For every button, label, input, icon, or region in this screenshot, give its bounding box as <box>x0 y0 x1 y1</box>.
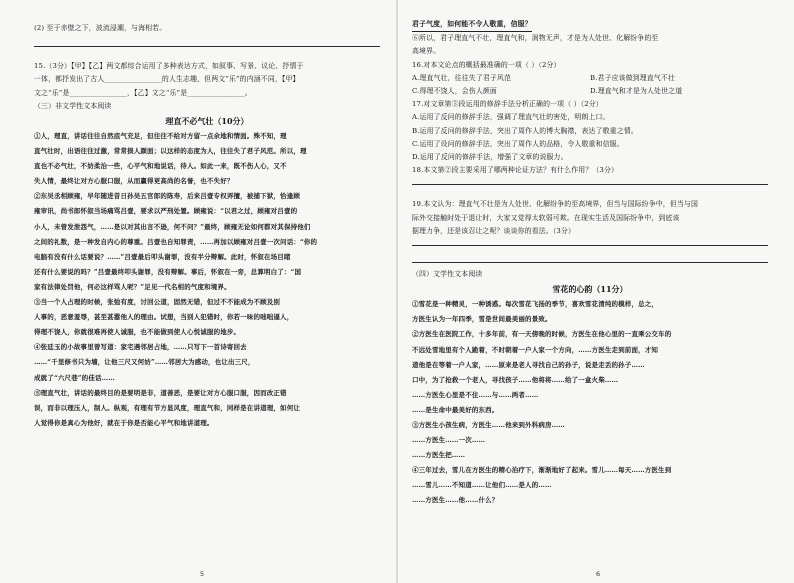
article-line: 人觉得你是真心为他好，就在于你是否能心平气和地讲道理。 <box>34 418 214 427</box>
page-number-left: 5 <box>200 570 205 578</box>
article-line: ……“千里修书只为墙，让他三尺又何妨”……邻居大为感动，也让出三尺， <box>34 358 255 367</box>
q18: 18.本文第②段主要采用了哪两种论证方法？有什么作用？（3分） <box>412 166 619 175</box>
article-line: 直也不必气壮，不妨柔治一些，心平气和地说话，待人。如此一来，既不伤人心，又不 <box>34 162 287 171</box>
q19-line-3: 据理力争，还是该忍让之呢？谈谈你的看法。（3分） <box>412 226 576 235</box>
article-line: 还有什么要说的吗？”吕壹最终叩头谢罪，没有辩解。事后，怀叙在一旁，总算明白了：“国 <box>34 267 302 276</box>
top-line: (2) 至于赤壁之下，波流浸潮，与海相若。 <box>34 24 167 32</box>
q17-option-b: B.运用了反问的修辞手法，突出了周作人的博大胸襟，表达了敬重之情。 <box>412 126 638 135</box>
q16-option-b: B.君子应该做到理直气不壮 <box>590 73 675 82</box>
q16-option-d: D.理直气和才是为人处世之道 <box>590 87 683 96</box>
page-divider <box>396 0 398 583</box>
q17-option-a: A.运用了反问的修辞手法，强调了理直气壮的害处，明朗上口。 <box>412 113 610 122</box>
story-line: ……方医生……一次…… <box>412 436 486 445</box>
article-line: ②东吴丞相顾雍，早年随进昔日孙吴五官郎的陈寿，后来吕壹专权弄擅，被捕下狱，恰逢顾 <box>34 192 300 201</box>
q16-options-row-2 <box>412 85 768 98</box>
story-line: ①雪花是一种精灵，一种诱惑。每次雪花飞扬的季节，喜欢雪花清纯的模样，总之， <box>412 300 659 309</box>
page-number-right: 6 <box>596 570 601 578</box>
q19-line-2: 际外交接触时处于退让时，大家又觉得太软弱可欺。在现实生活及国际纷争中，到底该 <box>412 213 680 222</box>
section-4-heading: （四）文学性文本阅读 <box>412 270 483 279</box>
article-line: 家有法律处罚他，何必这样骂人呢？”足见一代名相的气度和境界。 <box>34 282 231 291</box>
story-line: ②方医生在医院工作，十多年前，有一天傍晚的时候，方医生在他心里的一直乘公交车的 <box>412 330 672 339</box>
article-line: 小人，未曾发泄怨气，……是以对其出言不逊，何不问？”最终，顾雍无论如何都对其保持他们 <box>34 222 311 231</box>
story-line: ……雪儿……不知道……让他们……是人的…… <box>412 481 552 490</box>
article-line: ④张廷玉的小故事里曾写道：家宅遇邻居占地，……只写下一首诗寄回去 <box>34 343 247 352</box>
story-line: 方医生认为一年四季，雪是世间最美丽的景致。 <box>412 315 552 324</box>
story-body <box>412 297 768 508</box>
answer-rule <box>412 245 768 246</box>
q15-line-1: 15.（3分）【甲】【乙】两文都综合运用了多种表达方式，如叙事、写景、议论、抒情于 <box>34 62 304 71</box>
answer-rule <box>412 262 768 263</box>
article-line: ③当一个人占理的时候，张弛有度，讨回公道，固然无错，但过不不能成为不顾及别 <box>34 298 281 307</box>
article-line: 电脑有没有什么话要说？……”吕壹最后叩头谢罪，没有半分辩解。此时，怀叙在场目睹 <box>34 252 291 261</box>
left-page <box>34 22 380 431</box>
story-line: ③方医生小孩生病，方医生……他来到外科病房…… <box>412 421 565 429</box>
q15-line-2: 一体，都抒发出了古人________________的人生志趣，但两文“乐”的内涵不同，【甲】 <box>34 75 300 84</box>
article-line: 雍审讯，尚书郎怀叙当场痛骂吕壹，要求以严刑处置。顾雍说：“以君之过，顾雍对吕壹的 <box>34 207 298 216</box>
story-line: ……方医生心里是不住……与……两者…… <box>412 390 539 399</box>
article-line: 失人情，最终让对方心服口服，从而赢得更高尚的名誉，也不失好？ <box>34 177 234 186</box>
q16-options-row-1 <box>412 72 768 85</box>
right-page <box>412 18 768 509</box>
story-line: 不远处雪地里有个人跪着，不时朝着一户人家一个方向，……方医生走到前面，才知 <box>412 345 659 354</box>
story-line: ……是生命中最美好的东西。 <box>412 405 499 414</box>
top-line-right <box>412 18 768 32</box>
story-title: 雪花的心韵（11分） <box>552 284 628 295</box>
para6-line-2: 高境界。 <box>412 47 441 56</box>
q17-option-d: D.运用了反问的修辞手法，增强了文章的说服力。 <box>412 153 568 162</box>
q16-option-c: C.得理不饶人，会伤人颜面 <box>412 87 497 96</box>
story-line: 道他是在等着一户人家，……原来是老人寻找自己的孙子，说是走丢的孙子…… <box>412 360 645 369</box>
article-line: 得理不饶人，你就很难再使人诚服，也不能做到使人心悦诚服的地步。 <box>34 328 241 337</box>
article-line: ①人，理直，讲话往往自然底气充足，但往往不给对方留一点余地和情面。殊不知，理 <box>34 132 287 141</box>
article-line: 直气壮时，出语往往过激，常常损人颜面；以这样的态度为人，往往失了君子风范。所以，理 <box>34 147 307 156</box>
q17: 17.对文章第⑤段运用的修辞手法分析正确的一项（ ）（2分） <box>412 100 603 109</box>
article-title: 理直不必气壮（10分） <box>165 116 249 127</box>
story-line: 口中，为了抢救一个老人，寻找孩子……他将将……给了一盒火柴…… <box>412 375 619 384</box>
article-body <box>34 129 380 431</box>
story-line: ④三年过去，雪儿在方医生的精心治疗下，渐渐地好了起来。雪儿……每天……方医生到 <box>412 466 672 475</box>
article-line: 之间的礼数，是一种发自内心的尊重。吕壹也自知罪责，……再加以顾雍对吕壹一次问话：“你的 <box>34 237 318 246</box>
article-line: 人事的，恶意羞辱，甚至甚嚣他人的理由。试想，当别人犯错时，你若一味的咄咄逼人， <box>34 313 294 322</box>
answer-rule <box>34 46 380 47</box>
wavy-underlined-text: 君子气度，如何能不令人敬重，信服？ <box>412 18 532 32</box>
article-line: ⑤理直气壮，讲话的最终目的是要明是非，道善恶，是要让对方心服口服，因而改正错 <box>34 388 287 397</box>
article-line: 误，而非以理压人，制人。纵观，有理有节方显风度，理直气和，同样是在讲道理，如何让 <box>34 403 300 412</box>
article-line: 成就了“六尺巷”的佳话…… <box>34 373 115 382</box>
q19-line-1: 19.本文认为：理直气不壮是为人处世、化解纷争的至高境界，但当与国际纷争中，但当与国 <box>412 200 698 209</box>
story-line: ……方医生把…… <box>412 451 466 460</box>
answer-rule <box>412 184 768 185</box>
para6-line-1: ⑥所以，君子理直气不壮，理直气和，润物无声，才是为人处世、化解纷争的至 <box>412 34 659 43</box>
q15-line-3: 文之“乐”是________________，【乙】文之“乐”是________________。 <box>34 88 252 97</box>
q16-option-a: A.理直气壮，往往失了君子风范 <box>412 73 511 82</box>
story-line: ……方医生……他……什么？ <box>412 496 499 505</box>
q17-option-c: C.运用了设问的修辞手法，突出了周作人的品格，令人敬重和信服。 <box>412 139 624 148</box>
section-3-heading: （三）非文学性文本阅读 <box>34 101 112 110</box>
q16: 16.对本文论点的概括最准确的一项（ ）（2分） <box>412 60 561 69</box>
